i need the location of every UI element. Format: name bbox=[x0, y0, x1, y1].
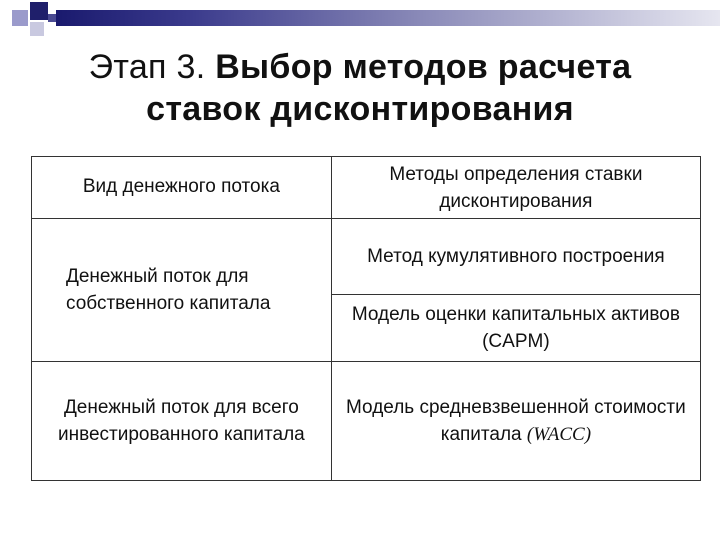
title-line-2: ставок дисконтирования bbox=[146, 90, 574, 128]
decorative-header-bar bbox=[0, 0, 720, 40]
title-prefix: Этап 3. bbox=[88, 48, 206, 86]
decor-square bbox=[30, 2, 48, 20]
cash-flow-equity-label: Денежный поток для собственного капитала bbox=[66, 266, 271, 314]
method-cumulative-label: Метод кумулятивного построения bbox=[367, 246, 665, 267]
cash-flow-invested-label: Денежный поток для всего инвестированного капитала bbox=[57, 397, 305, 445]
decor-square bbox=[48, 14, 56, 22]
table-row bbox=[32, 219, 701, 295]
header-methods-label: Методы определения ставки дисконтирования bbox=[389, 163, 643, 212]
header-cash-flow-cell bbox=[32, 157, 332, 219]
title-line-1: Выбор методов расчета bbox=[215, 48, 632, 86]
method-wacc-abbr: (WACC) bbox=[526, 424, 592, 445]
method-capm-label: Модель оценки капитальных активов (CAPM) bbox=[351, 304, 680, 352]
methods-table bbox=[31, 156, 701, 481]
method-wacc-label: Модель средневзвешенной стоимости капитала bbox=[346, 397, 686, 445]
cash-flow-invested-cell bbox=[32, 362, 332, 481]
slide-title bbox=[0, 46, 720, 130]
method-cumulative-cell bbox=[331, 219, 700, 295]
decor-square bbox=[30, 22, 44, 36]
method-capm-cell bbox=[331, 295, 700, 362]
header-cash-flow-label: Вид денежного потока bbox=[82, 176, 280, 197]
cash-flow-equity-cell bbox=[32, 219, 332, 362]
decor-square bbox=[12, 10, 28, 26]
method-wacc-cell bbox=[331, 362, 700, 481]
header-methods-cell bbox=[331, 157, 700, 219]
table-row bbox=[32, 362, 701, 481]
decor-gradient-bar bbox=[56, 10, 720, 26]
table-header-row bbox=[32, 157, 701, 219]
